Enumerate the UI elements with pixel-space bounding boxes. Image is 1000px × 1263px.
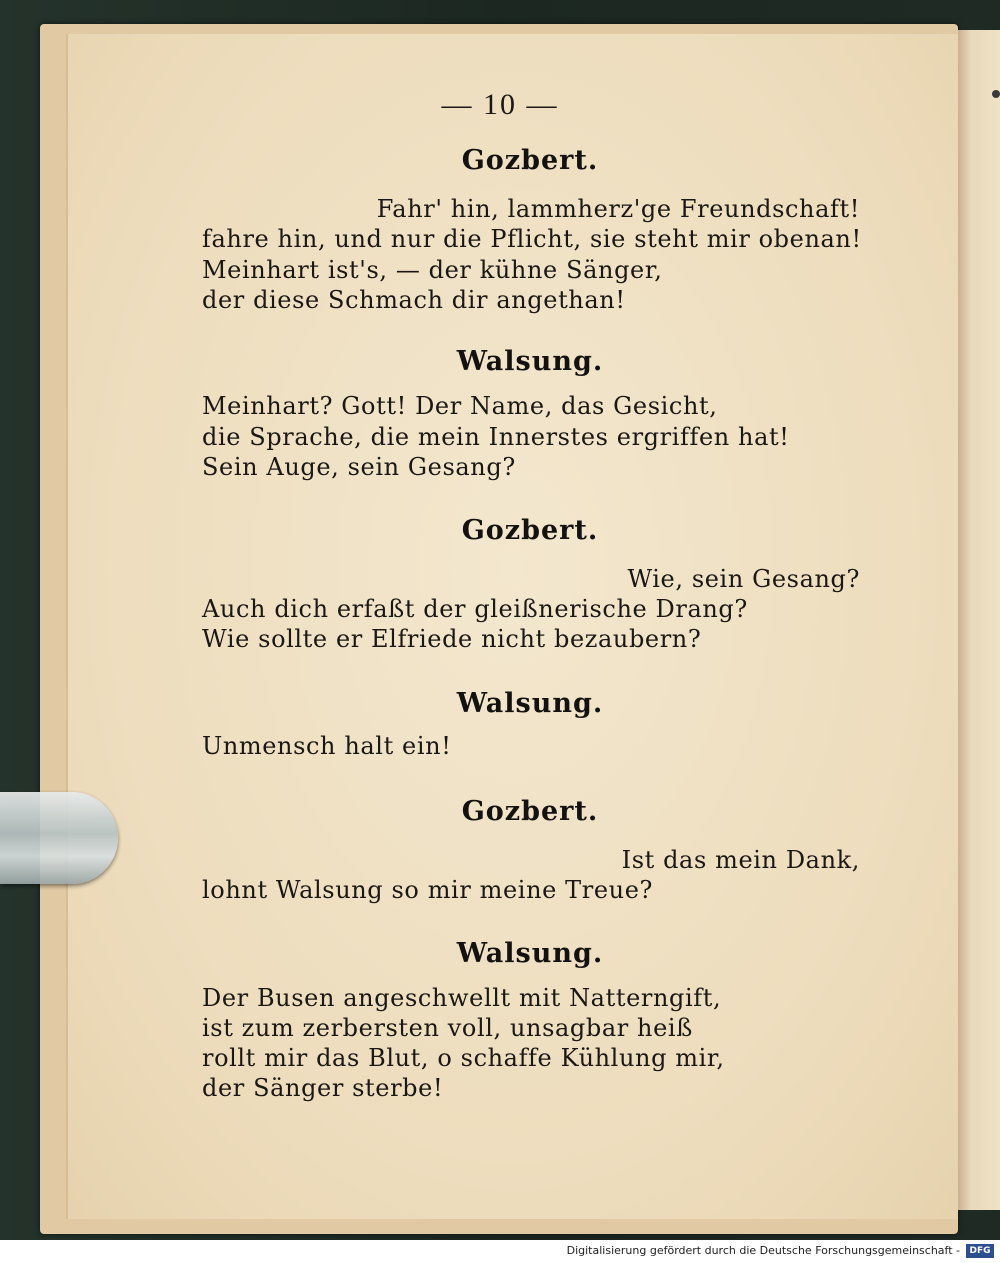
page-number: — 10 — (441, 88, 559, 121)
verse-line: Auch dich erfaßt der gleißnerische Drang? (202, 595, 748, 623)
verse-line: der Sänger sterbe! (202, 1074, 444, 1102)
verse-line: ist zum zerbersten voll, unsagbar heiß (202, 1014, 693, 1042)
verse-line: Meinhart? Gott! Der Name, das Gesicht, (202, 392, 718, 420)
verse-line: Meinhart ist's, — der kühne Sänger, (202, 256, 663, 284)
speaker-heading: Walsung. (456, 346, 604, 377)
verse-line: rollt mir das Blut, o schaffe Kühlung mir, (202, 1044, 725, 1072)
verse-line: Wie sollte er Elfriede nicht bezaubern? (202, 625, 702, 653)
page-holder-clip (0, 792, 118, 884)
footer-bar (0, 1240, 1000, 1263)
verse-line: Ist das mein Dank, (621, 846, 860, 874)
funding-credit: Digitalisierung gefördert durch die Deutsche Forschungsgemeinschaft - (566, 1244, 960, 1257)
speaker-heading: Gozbert. (461, 796, 599, 827)
speaker-heading: Walsung. (456, 938, 604, 969)
verse-line: Wie, sein Gesang? (627, 565, 860, 593)
verse-line: lohnt Walsung so mir meine Treue? (202, 876, 653, 904)
verse-line: fahre hin, und nur die Pflicht, sie steht mir obenan! (202, 225, 862, 253)
dfg-logo: DFG (966, 1244, 994, 1258)
verse-line: die Sprache, die mein Innerstes ergriffen hat! (202, 423, 790, 451)
speaker-heading: Gozbert. (461, 145, 599, 176)
next-page-edge (958, 30, 1000, 1210)
speaker-heading: Walsung. (456, 688, 604, 719)
verse-line: Fahr' hin, lammherz'ge Freundschaft! (376, 195, 860, 223)
verse-line: Unmensch halt ein! (202, 732, 452, 760)
verse-line: Sein Auge, sein Gesang? (202, 453, 516, 481)
verse-line: Der Busen angeschwellt mit Natterngift, (202, 984, 722, 1012)
speaker-heading: Gozbert. (461, 515, 599, 546)
verse-line: der diese Schmach dir angethan! (202, 286, 626, 314)
